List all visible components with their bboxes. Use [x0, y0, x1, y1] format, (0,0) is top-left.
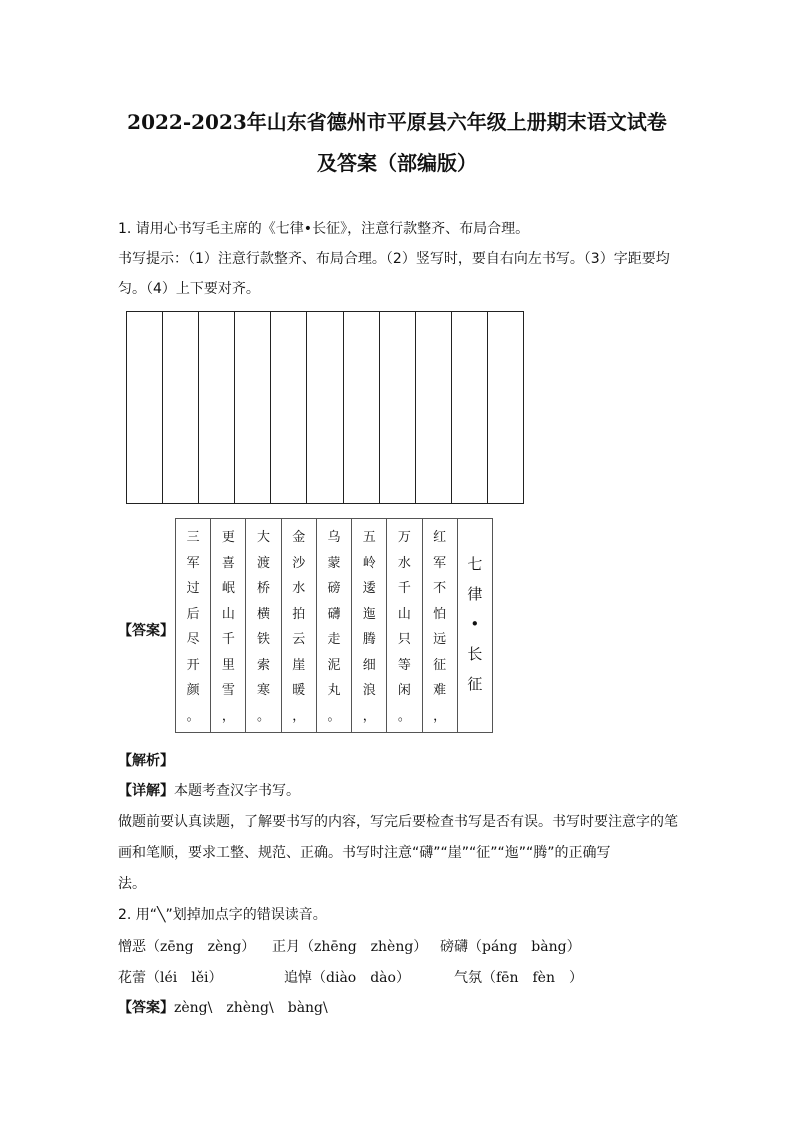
answer-char: 征: [467, 675, 483, 693]
answer-char: 腾: [362, 632, 376, 647]
answer-char: 七: [467, 555, 483, 573]
answer-char: ，: [292, 708, 306, 724]
answer-char: ，: [433, 708, 447, 724]
answer-char: 逶: [362, 581, 376, 596]
answer-char: 喜: [221, 555, 235, 571]
answer-char: 三: [186, 530, 200, 545]
writing-grid-cell: [488, 312, 523, 503]
page-title-line1: 2022-2023年山东省德州市平原县六年级上册期末语文试卷: [127, 110, 667, 134]
answer-char: 尽: [186, 632, 200, 647]
writing-grid-cell: [344, 312, 380, 503]
answer-column: [317, 519, 352, 732]
q2-answer-text: zèng\ zhèng\ bàng\: [174, 1000, 328, 1016]
q2-answer-label: 【答案】: [118, 1000, 174, 1016]
answer-column: [211, 519, 246, 732]
q2-stem: 2. 用“╲”划掉加点字的错误读音。: [118, 907, 327, 923]
answer-char: 红: [433, 530, 447, 545]
q2-word-1: 憎恶（zēng zèng）: [118, 939, 256, 955]
answer-char: 难: [433, 683, 447, 698]
page-title-line2: 及答案（部编版）: [317, 151, 477, 175]
answer-char: 千: [221, 632, 235, 647]
q1-explain-line1: 做题前要认真读题，了解要书写的内容，写完后要检查书写是否有误。书写时要注意字的笔: [118, 814, 678, 830]
answer-char: 横: [257, 606, 271, 622]
answer-char: 千: [397, 581, 411, 596]
writing-grid-cell: [127, 312, 163, 503]
q1-explain-line2: 画和笔顺，要求工整、规范、正确。书写时注意“礴”“崖”“征”“迤”“腾”的正确写: [118, 845, 611, 861]
answer-char: 只: [397, 632, 411, 647]
answer-char: 山: [397, 606, 411, 622]
answer-char: 泥: [327, 657, 341, 673]
answer-char: 雪: [221, 683, 235, 698]
answer-char: 律: [467, 585, 483, 603]
writing-grid-cell: [163, 312, 199, 503]
answer-column: [423, 519, 458, 732]
answer-char: 。: [397, 708, 411, 724]
answer-char: 拍: [292, 606, 306, 622]
answer-char: 军: [186, 555, 200, 571]
answer-char: 云: [292, 632, 306, 647]
q1-hint-line2: 匀。（4）上下要对齐。: [118, 281, 260, 297]
answer-char: 水: [397, 555, 411, 571]
q2-word-4: 花蕾（léi lěi）: [118, 970, 223, 986]
answer-char: 水: [292, 581, 306, 596]
answer-char: 沙: [292, 555, 306, 571]
answer-char: 金: [292, 530, 306, 545]
q1-explain-line3: 法。: [118, 876, 146, 892]
q2-answer: [118, 997, 328, 1017]
q1-detail: [118, 780, 300, 800]
answer-char: 暖: [292, 683, 306, 698]
answer-char: 后: [186, 606, 200, 622]
q2-word-2: 正月（zhēng zhèng）: [272, 939, 428, 955]
writing-grid-cell: [452, 312, 488, 503]
answer-char: 桥: [257, 581, 271, 596]
answer-column: [176, 519, 211, 732]
answer-column: [246, 519, 281, 732]
q1-answer-label: 【答案】: [118, 623, 174, 639]
answer-char: 礴: [327, 606, 341, 622]
q1-hint-line1: 书写提示：（1）注意行款整齐、布局合理。（2）竖写时，要自右向左书写。（3）字距要均: [118, 251, 670, 267]
answer-column: [387, 519, 422, 732]
answer-char: ，: [221, 708, 235, 724]
writing-grid-cell: [380, 312, 416, 503]
answer-column: [352, 519, 387, 732]
writing-grid-cell: [235, 312, 271, 503]
answer-char: 山: [221, 606, 235, 622]
answer-char: 崖: [292, 657, 306, 673]
answer-char: ，: [362, 708, 376, 724]
answer-char: 岭: [362, 555, 376, 571]
answer-char: 不: [433, 581, 447, 596]
answer-char: 更: [221, 530, 235, 545]
q2-word-5: 追悼（diào dào）: [284, 970, 410, 986]
q1-stem: 1. 请用心书写毛主席的《七律•长征》，注意行款整齐、布局合理。: [118, 221, 530, 237]
answer-char: 开: [186, 657, 200, 673]
answer-char: 渡: [257, 555, 271, 571]
q1-detail-text: 本题考查汉字书写。: [174, 783, 300, 799]
q1-analysis-label: 【解析】: [118, 753, 174, 769]
answer-char: 颜: [186, 683, 200, 698]
answer-column: [282, 519, 317, 732]
writing-grid: [126, 311, 524, 504]
answer-char: 索: [257, 657, 271, 673]
answer-char: 里: [221, 657, 235, 673]
writing-grid-cell: [307, 312, 343, 503]
answer-char: 岷: [221, 581, 235, 596]
answer-char: 丸: [327, 683, 341, 698]
answer-column: [458, 519, 492, 732]
answer-char: 万: [397, 530, 411, 545]
answer-char: 细: [362, 657, 376, 673]
writing-grid-cell: [271, 312, 307, 503]
answer-char: 怕: [433, 606, 447, 622]
answer-char: 磅: [327, 581, 341, 596]
answer-char: 征: [433, 657, 447, 673]
answer-char: 乌: [327, 530, 341, 545]
answer-char: 五: [362, 530, 376, 545]
answer-char: 。: [327, 708, 341, 724]
answer-char: 闲: [397, 683, 411, 698]
answer-char: 过: [186, 581, 200, 596]
answer-grid: [175, 518, 493, 733]
answer-char: 远: [433, 632, 447, 647]
answer-char: 迤: [362, 606, 376, 622]
answer-char: 。: [186, 708, 200, 724]
q2-word-6: 气氛（fēn fèn ）: [454, 970, 583, 986]
answer-char: 等: [397, 657, 411, 673]
q2-word-3: 磅礴（páng bàng）: [440, 939, 581, 955]
answer-char: 铁: [257, 632, 271, 647]
answer-char: 走: [327, 632, 341, 647]
answer-char: •: [470, 615, 480, 633]
answer-char: 。: [257, 708, 271, 724]
answer-char: 寒: [257, 683, 271, 698]
writing-grid-cell: [416, 312, 452, 503]
answer-char: 蒙: [327, 555, 341, 571]
answer-char: 长: [467, 645, 483, 663]
answer-char: 大: [257, 530, 271, 545]
answer-char: 军: [433, 555, 447, 571]
writing-grid-cell: [199, 312, 235, 503]
q1-detail-label: 【详解】: [118, 783, 174, 799]
answer-char: 浪: [362, 683, 376, 698]
